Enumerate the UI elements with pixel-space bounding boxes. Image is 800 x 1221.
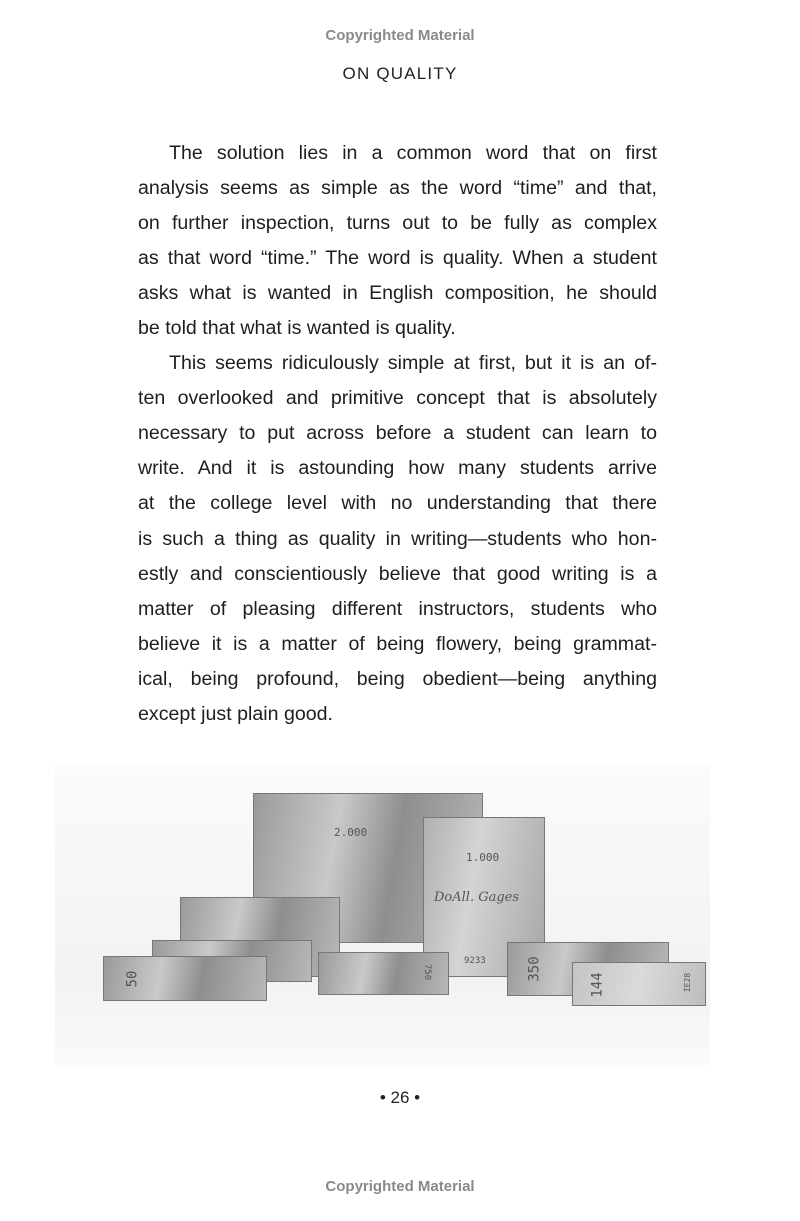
gauge-block-right-front [572,962,706,1006]
gauge-blocks-photo [55,765,710,1065]
engraving: DoAll. Gages [434,890,520,905]
text-line: as that word “time.” The word is quality. When a student [138,247,657,270]
gauge-block-front-left [103,956,267,1001]
text-line: is such a thing as quality in writing—students who hon- [138,527,657,550]
engraving: 9233 [464,956,486,966]
text-line: This seems ridiculously simple at first, but it is an of- [169,352,657,375]
engraving: 1.000 [466,851,500,864]
engraving: 350 [526,956,543,982]
text-line: The solution lies in a common word that on first [169,142,657,164]
text-line: believe it is a matter of being flowery, being grammat- [138,632,657,655]
text-line: be told that what is wanted is quality. [138,317,456,340]
text-line: at the college level with no understanding that there [138,492,657,515]
text-line: on further inspection, turns out to be fully as complex [138,212,657,235]
engraving: 50 [124,970,141,988]
engraving: 2.000 [334,826,368,839]
text-line: necessary to put across before a student can learn to [138,422,657,445]
text-line: ical, being profound, being obedient—being anything [138,667,657,690]
text-line: ten overlooked and primitive concept that is absolutely [138,387,657,410]
text-line: write. And it is astounding how many students arrive [138,457,657,480]
text-line: except just plain good. [138,702,333,725]
copyright-notice-bottom: Copyrighted Material [325,1178,475,1195]
page-number: • 26 • [379,1088,421,1107]
engraving: 144 [589,972,606,998]
running-head: ON QUALITY [342,64,458,83]
body-text [138,140,657,736]
text-line: estly and conscientiously believe that good writing is a [138,562,657,585]
text-line: asks what is wanted in English composition, he should [138,282,657,305]
text-line: matter of pleasing different instructors, students who [138,597,657,620]
engraving: IE28 [683,972,693,993]
text-line: analysis seems as simple as the word “time” and that, [138,177,657,200]
engraving: 750 [422,963,433,981]
copyright-notice-top: Copyrighted Material [325,27,475,44]
gauge-block-front-middle [318,952,449,995]
